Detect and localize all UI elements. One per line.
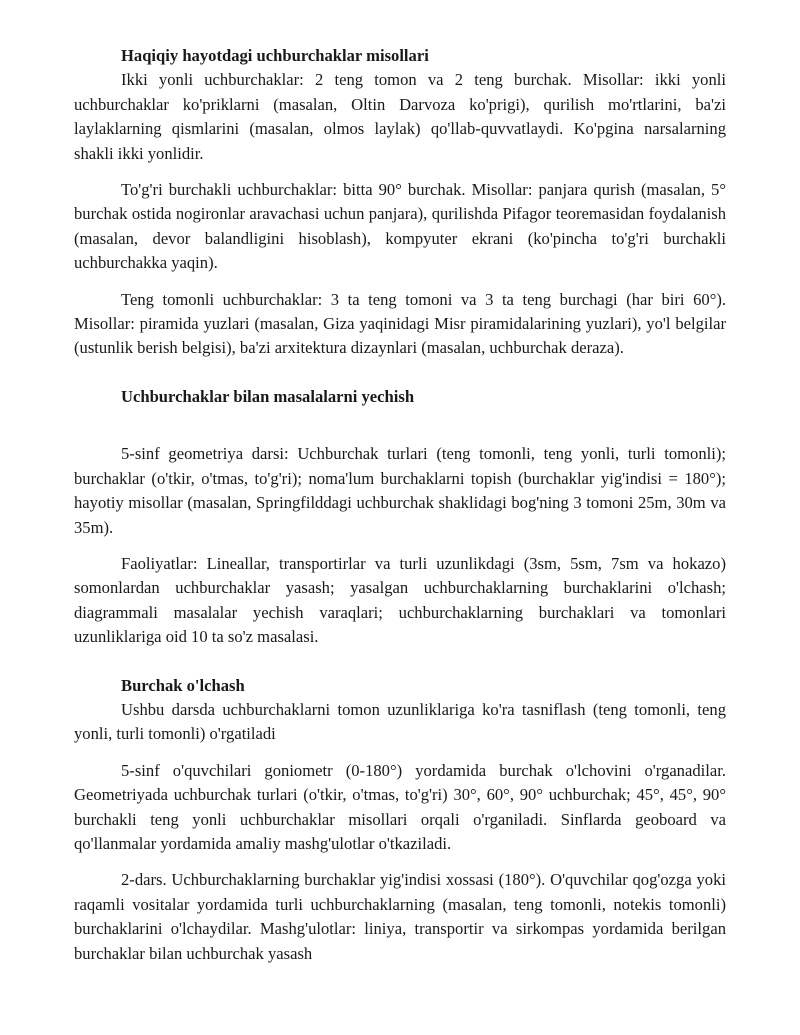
paragraph-goniometer-lesson: 5-sinf o'quvchilari goniometr (0-180°) yordamida burchak o'lchovini o'rganadilar. Geometriyada uchburchak turlari (o'tkir, o'tmas, to'g'ri) 30°, 60°, 90° uchburchak; 45°, 45°, 90° burchakli teng yonli uchburchaklar misollari orqali o'rganiladi. Sinflarda geoboard va qo'llanmalar yordamida amaliy mashg'ulotlar o'tkaziladi. xyxy=(74,760,726,853)
paragraph-spacer xyxy=(74,747,726,759)
paragraph-classification-lesson: Ushbu darsda uchburchaklarni tomon uzunliklariga ko'ra tasniflash (teng tomonli, teng yonli, turli tomonli) o'rgatiladi xyxy=(74,699,726,744)
paragraph-spacer xyxy=(74,166,726,178)
paragraph-lesson-2: 2-dars. Uchburchaklarning burchaklar yig'indisi xossasi (180°). O'quvchilar qog'ozga yoki raqamli vositalar yordamida turli uchburchaklarning (masalan, teng tomonli, notekis tomonli) burchaklarini o'lchaydilar. Mashg'ulotlar: liniya, transportir va sirkompas yordamida berilgan burchaklar bilan uchburchak yasash xyxy=(74,870,726,963)
section-spacer xyxy=(74,361,726,385)
paragraph-grade5-geometry-lesson: 5-sinf geometriya darsi: Uchburchak turlari (teng tomonli, teng yonli, turli tomonli); burchaklar (o'tkir, o'tmas, to'g'ri); noma'lum burchaklarni topish (burchaklar yig'indisi = 180°); hayotiy misollar (masalan, Springfilddagi uchburchak shaklidagi bog'ning 3 tomoni 25m, 30m va 35m). xyxy=(74,444,726,537)
section-heading-real-life-examples: Haqiqiy hayotdagi uchburchaklar misollari xyxy=(121,46,429,65)
paragraph-activities: Faoliyatlar: Lineallar, transportirlar va turli uzunlikdagi (3sm, 5sm, 7sm va hokazo) somonlardan uchburchaklar yasash; yasalgan uchburchaklarning burchaklarini o'lchash; diagrammali masalalar yechish varaqlari; uchburchaklarning burchaklari va tomonlari uzunliklariga oid 10 ta so'z masalasi. xyxy=(74,553,726,647)
paragraph-spacer xyxy=(74,856,726,868)
paragraph-isosceles-triangles: Ikki yonli uchburchaklar: 2 teng tomon va 2 teng burchak. Misollar: ikki yonli uchburchaklar ko'priklarni (masalan, Oltin Darvoza ko'prigi), qurilish mo'rtlarini, ba'zi laylaklarning qismlarini (masalan, olmos laylak) qo'llab-quvvatlaydi. Ko'pgina narsalarning shakli ikki yonlidir. xyxy=(74,70,726,163)
paragraph-equilateral-triangles: Teng tomonli uchburchaklar: 3 ta teng tomoni va 3 ta teng burchagi (har biri 60°). Misollar: piramida yuzlari (masalan, Giza yaqinidagi Misr piramidalarining yuzlari), yo'l belgilar (ustunlik berish belgisi), ba'zi arxitektura dizaynlari (masalan, uchburchak deraza). xyxy=(74,289,726,358)
section-spacer xyxy=(74,409,726,442)
section-spacer xyxy=(74,650,726,674)
paragraph-right-triangles: To'g'ri burchakli uchburchaklar: bitta 90° burchak. Misollar: panjara qurish (masalan, 5° burchak ostida nogironlar aravachasi uchun panjara), qurilishda Pifagor teoremasidan foydalanish (masalan, devor balandligini hisoblash), kompyuter ekrani (ko'pincha to'g'ri burchakli uchburchakka yaqin). xyxy=(74,180,726,273)
paragraph-spacer xyxy=(74,540,726,552)
section-heading-problem-solving: Uchburchaklar bilan masalalarni yechish xyxy=(121,386,415,406)
section-heading-angle-measurement: Burchak o'lchash xyxy=(121,675,245,695)
paragraph-spacer xyxy=(74,276,726,288)
document-page xyxy=(74,44,726,966)
